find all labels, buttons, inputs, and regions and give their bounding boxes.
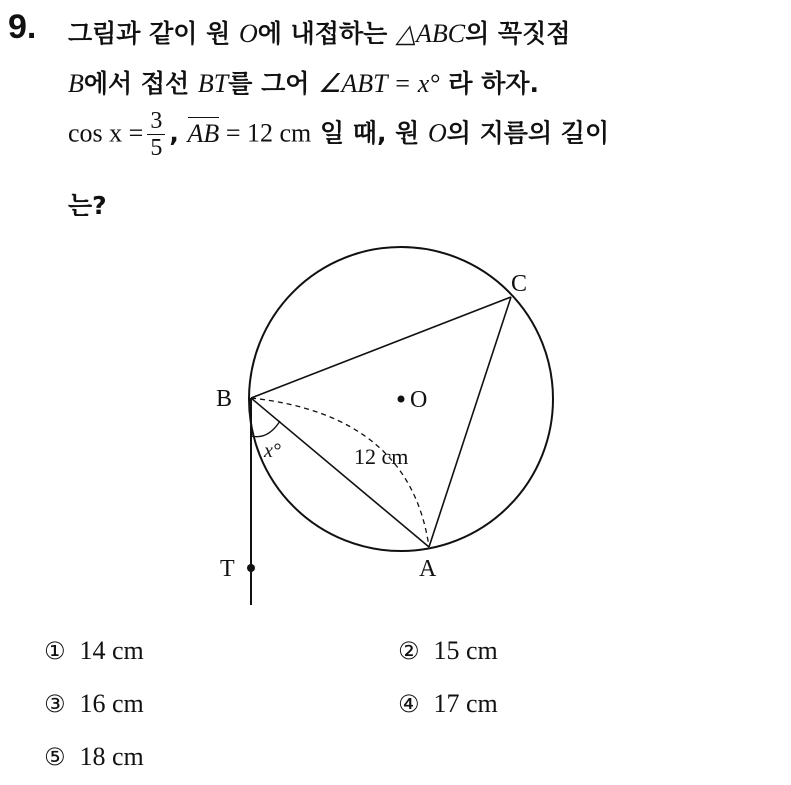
segment-bc <box>251 297 511 398</box>
fraction: $\frac{3}{5}$ <box>147 108 165 161</box>
choice-3[interactable]: ③ 16 cm <box>44 689 144 718</box>
question-line-2: B에서 접선 BT를 그어 ∠ABT = x° 라 하자. <box>68 69 540 98</box>
choice-5[interactable]: ⑤ 18 cm <box>44 742 144 771</box>
segment-ca <box>429 297 511 547</box>
label-angle-x: x° <box>264 440 281 462</box>
label-t: T <box>220 556 235 582</box>
question-line-3: cos x = $\frac{3}{5}$ , AB = 12 cm 일 때, 원 O의 지름의 길이 <box>68 108 610 161</box>
question-line-4: 는? <box>68 191 107 220</box>
question-line-1: 그림과 같이 원 O에 내접하는 △ABC의 꼭짓점 <box>68 19 571 48</box>
choice-4[interactable]: ④ 17 cm <box>398 689 498 718</box>
angle-arc <box>251 421 280 437</box>
label-length-12cm: 12 cm <box>354 444 409 469</box>
point-t <box>247 564 255 572</box>
segment-ab: AB <box>187 118 220 148</box>
label-o: O <box>410 387 428 413</box>
label-a: A <box>419 556 437 582</box>
center-point-o <box>398 396 405 403</box>
label-b: B <box>216 386 233 412</box>
question-number: 9. <box>8 8 37 46</box>
segment-ba <box>251 398 429 547</box>
choice-2[interactable]: ② 15 cm <box>398 636 498 665</box>
label-c: C <box>511 271 528 297</box>
choice-1[interactable]: ① 14 cm <box>44 636 144 665</box>
